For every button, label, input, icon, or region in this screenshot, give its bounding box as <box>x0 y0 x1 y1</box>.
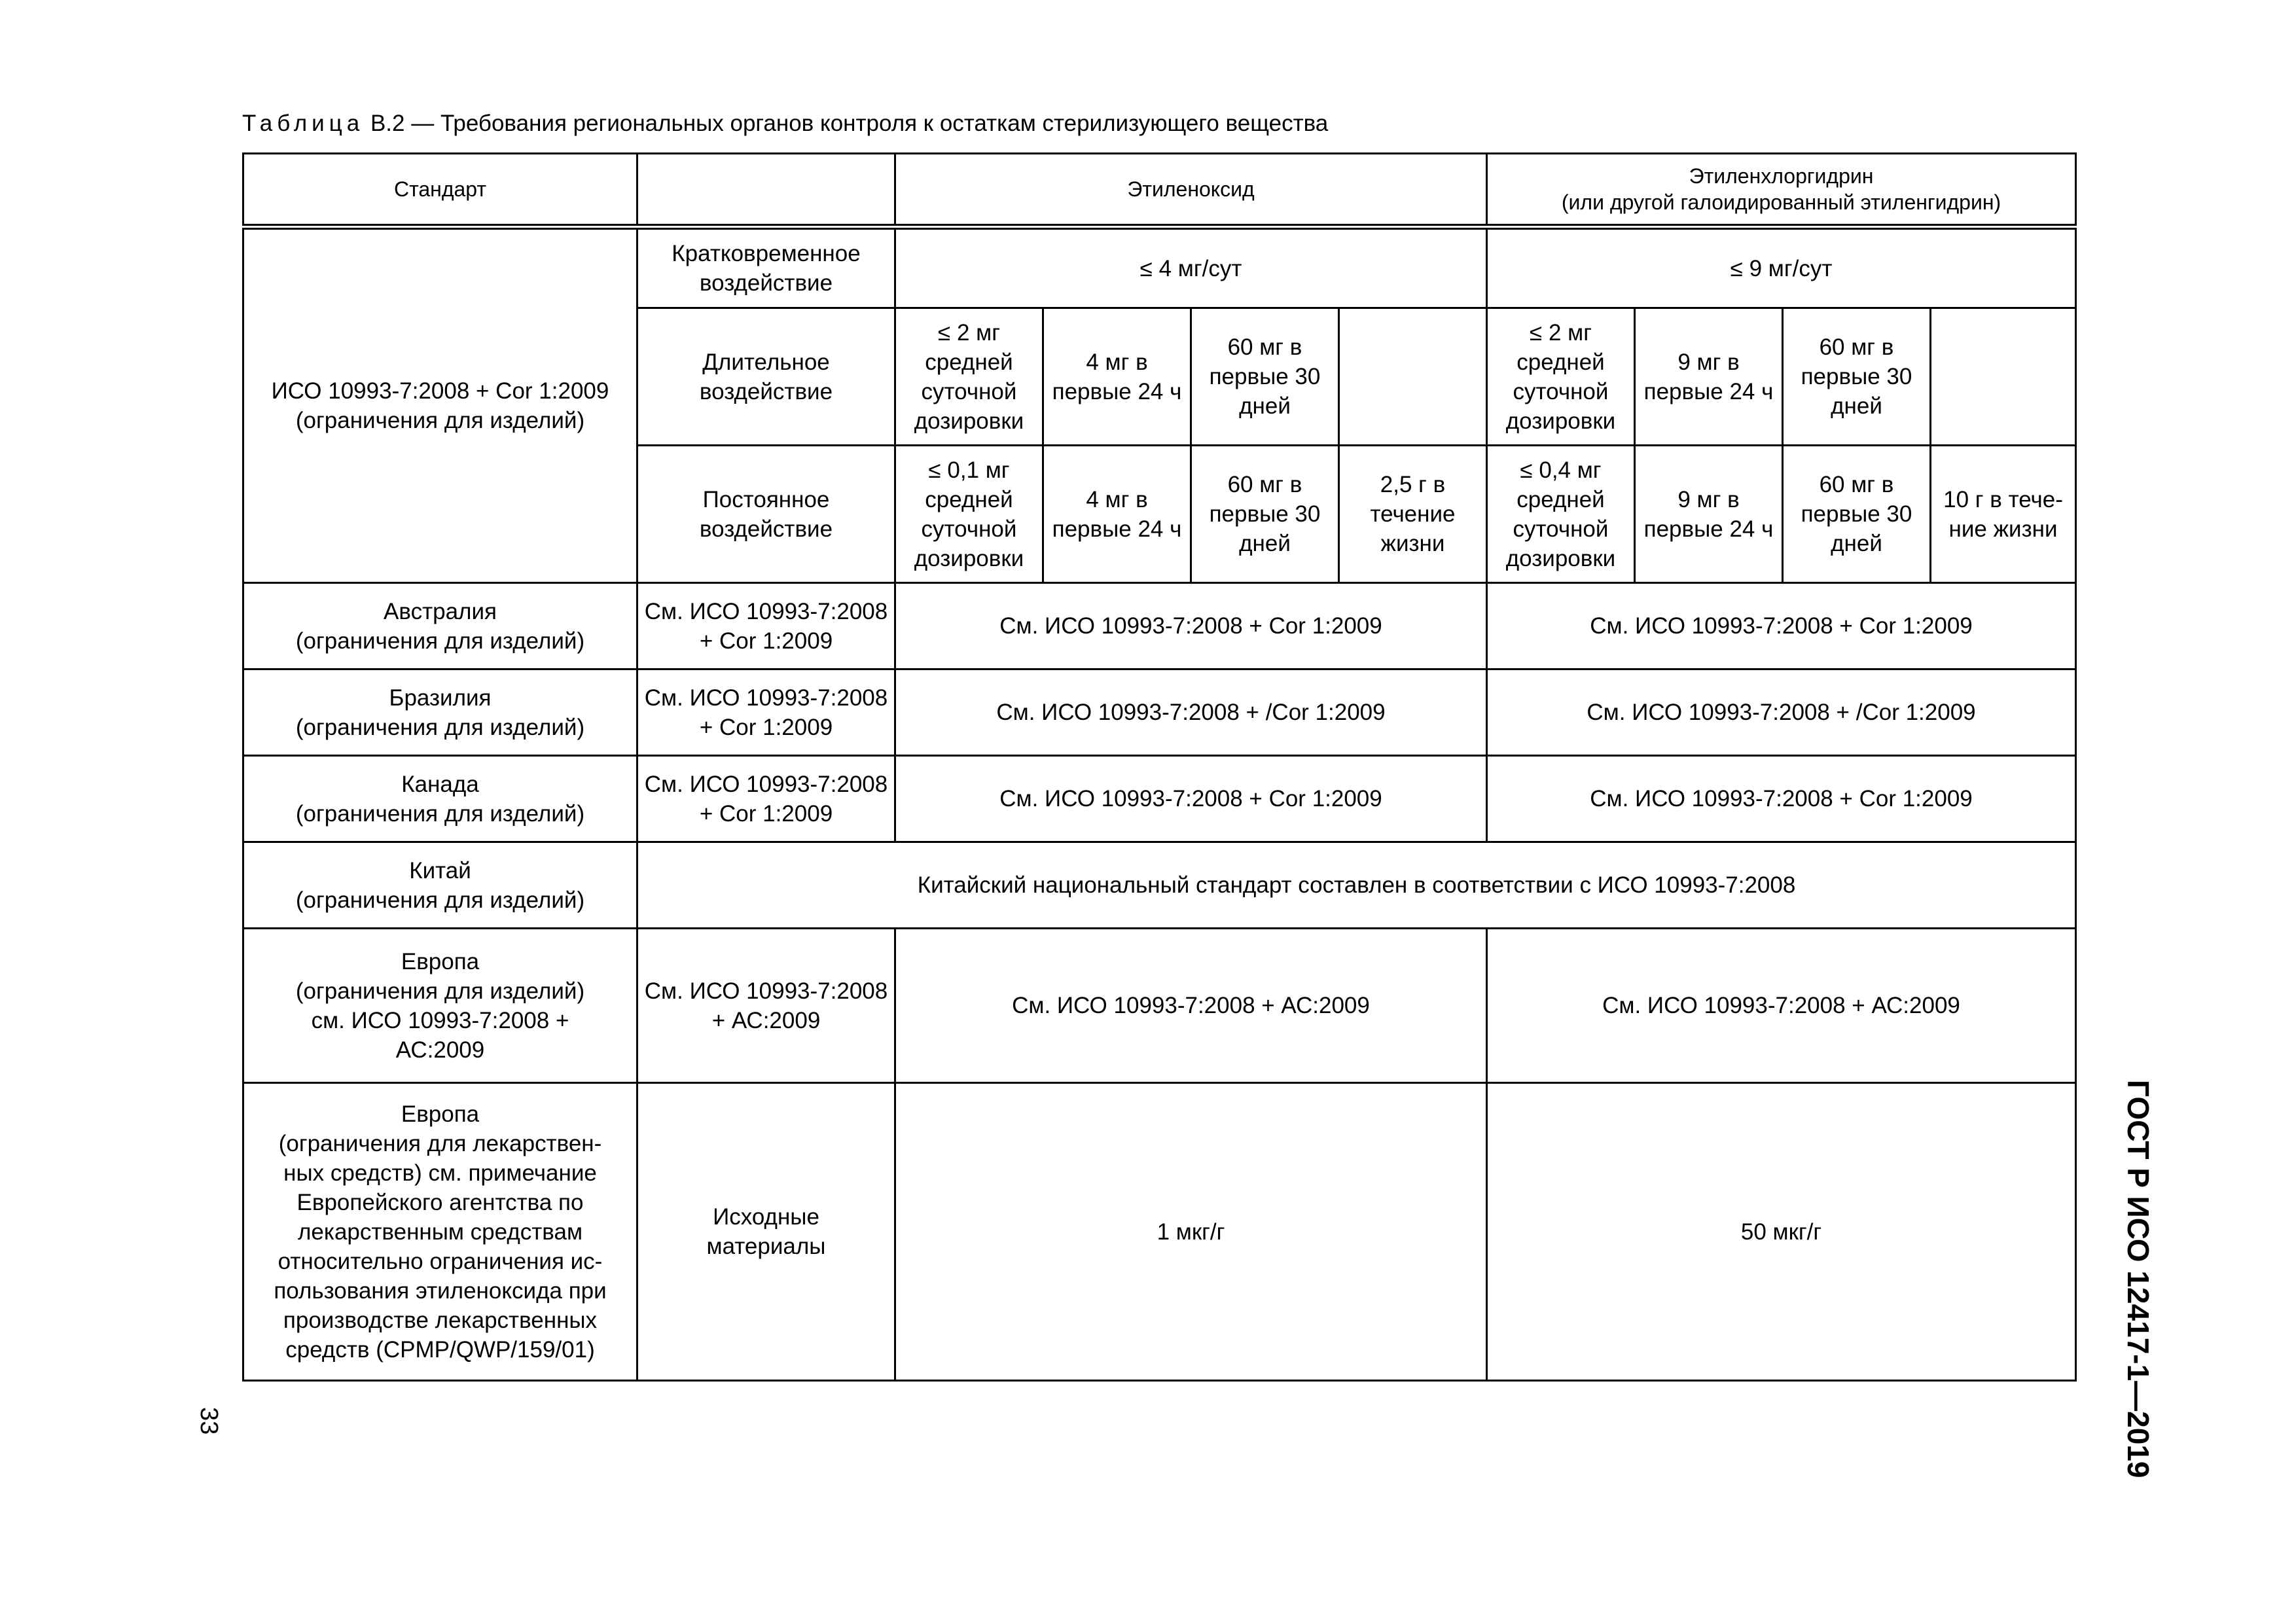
australia-ref: См. ИСО 10993-7:2008 + Cor 1:2009 <box>637 583 895 669</box>
short-term-eo: ≤ 4 мг/сут <box>895 227 1487 308</box>
caption-prefix: Таблица <box>242 111 365 136</box>
iso-standard-label <box>243 227 637 583</box>
permanent-eo-cell: 60 мг в первые 30 дней <box>1191 446 1339 583</box>
australia-name: Австралия <box>384 598 497 624</box>
header-standard: Стандарт <box>243 154 637 227</box>
brazil-label <box>243 669 637 756</box>
long-term-label-line2: воздействие <box>699 378 833 404</box>
residue-requirements-table <box>242 152 2077 1382</box>
short-term-label <box>637 227 895 308</box>
iso-label-line1: ИСО 10993-7:2008 + Cor 1:2009 <box>271 378 609 404</box>
permanent-ech-cell: ≤ 0,4 мг средней суточной дозировки <box>1487 446 1635 583</box>
europe-drugs-eo: 1 мкг/г <box>895 1083 1487 1381</box>
short-term-label-line1: Кратковременное <box>672 241 861 266</box>
long-term-label-line1: Длительное <box>702 349 830 375</box>
china-scope: (ограничения для изделий) <box>295 887 585 913</box>
header-ethylene-chlorohydrin <box>1487 154 2076 227</box>
permanent-eo-cell: 2,5 г в течение жизни <box>1339 446 1487 583</box>
permanent-ech-cell: 10 г в тече-ние жизни <box>1931 446 2076 583</box>
europe-drugs-name: Европа <box>401 1101 480 1127</box>
permanent-label-line1: Постоянное <box>702 486 830 512</box>
europe-drugs-ref-line2: материалы <box>706 1234 826 1259</box>
iso-label-line2: (ограничения для изделий) <box>295 408 585 433</box>
long-term-ech-cell: 9 мг в первые 24 ч <box>1635 308 1783 446</box>
china-label <box>243 842 637 929</box>
europe-devices-ech: См. ИСО 10993-7:2008 + АС:2009 <box>1487 929 2076 1083</box>
short-term-ech: ≤ 9 мг/сут <box>1487 227 2076 308</box>
europe-drugs-ref-line1: Исходные <box>713 1204 819 1230</box>
china-name: Китай <box>409 857 471 883</box>
permanent-eo-cell: 4 мг в первые 24 ч <box>1043 446 1191 583</box>
permanent-label <box>637 446 895 583</box>
long-term-label <box>637 308 895 446</box>
table-row <box>243 227 2076 308</box>
canada-eo: См. ИСО 10993-7:2008 + Cor 1:2009 <box>895 756 1487 842</box>
long-term-ech-cell: ≤ 2 мг средней суточной дозировки <box>1487 308 1635 446</box>
long-term-ech-cell: 60 мг в первые 30 дней <box>1783 308 1931 446</box>
page-number-text: 33 <box>195 1407 223 1435</box>
header-empty <box>637 154 895 227</box>
europe-drugs-ech: 50 мкг/г <box>1487 1083 2076 1381</box>
canada-ref: См. ИСО 10993-7:2008 + Cor 1:2009 <box>637 756 895 842</box>
australia-ech: См. ИСО 10993-7:2008 + Cor 1:2009 <box>1487 583 2076 669</box>
europe-devices-ref: См. ИСО 10993-7:2008 + АС:2009 <box>637 929 895 1083</box>
long-term-eo-cell: ≤ 2 мг средней суточной дозировки <box>895 308 1043 446</box>
brazil-scope: (ограничения для изделий) <box>295 714 585 740</box>
australia-eo: См. ИСО 10993-7:2008 + Cor 1:2009 <box>895 583 1487 669</box>
canada-name: Канада <box>401 771 479 797</box>
europe-devices-scope: (ограничения для изделий) <box>295 978 585 1004</box>
table-row <box>243 583 2076 669</box>
standard-designation-text: ГОСТ Р ИСО 12417-1—2019 <box>2121 1080 2155 1478</box>
standard-designation <box>2121 1080 2166 1478</box>
europe-devices-label <box>243 929 637 1083</box>
europe-drugs-label <box>243 1083 637 1381</box>
table-row <box>243 929 2076 1083</box>
long-term-eo-cell: 4 мг в первые 24 ч <box>1043 308 1191 446</box>
header-ech-line1: Этиленхлоргидрин <box>1689 164 1874 188</box>
table-caption <box>242 110 1328 137</box>
table-row <box>243 756 2076 842</box>
china-merged: Китайский национальный стандарт составлен в соответствии с ИСО 10993-7:2008 <box>637 842 2076 929</box>
long-term-eo-cell <box>1339 308 1487 446</box>
header-ethylene-oxide: Этиленоксид <box>895 154 1487 227</box>
page-number <box>196 1400 223 1453</box>
permanent-ech-cell: 60 мг в первые 30 дней <box>1783 446 1931 583</box>
australia-scope: (ограничения для изделий) <box>295 628 585 654</box>
table-row <box>243 1083 2076 1381</box>
europe-devices-name: Европа <box>401 948 480 974</box>
australia-label <box>243 583 637 669</box>
brazil-ref: См. ИСО 10993-7:2008 + Cor 1:2009 <box>637 669 895 756</box>
brazil-ech: См. ИСО 10993-7:2008 + /Cor 1:2009 <box>1487 669 2076 756</box>
canada-label <box>243 756 637 842</box>
brazil-eo: См. ИСО 10993-7:2008 + /Cor 1:2009 <box>895 669 1487 756</box>
canada-scope: (ограничения для изделий) <box>295 800 585 827</box>
short-term-label-line2: воздействие <box>699 270 833 296</box>
europe-drugs-scope: (ограничения для лекарствен-ных средств) см. примечание Европейского агентства по лекарственным средствам относительно ограничения ис-пользования этиленоксида при производстве лекарственных средств (CPMP/QWP/159/01) <box>274 1130 607 1363</box>
table-header-row <box>243 154 2076 227</box>
long-term-eo-cell: 60 мг в первые 30 дней <box>1191 308 1339 446</box>
canada-ech: См. ИСО 10993-7:2008 + Cor 1:2009 <box>1487 756 2076 842</box>
caption-text: В.2 — Требования региональных органов контроля к остаткам стерилизующего вещества <box>364 111 1329 136</box>
europe-drugs-ref <box>637 1083 895 1381</box>
table-row <box>243 842 2076 929</box>
brazil-name: Бразилия <box>389 685 492 711</box>
europe-devices-note: см. ИСО 10993-7:2008 + АС:2009 <box>311 1007 569 1063</box>
table-row <box>243 669 2076 756</box>
header-ech-line2: (или другой галоидированный этиленгидрин) <box>1561 190 2001 214</box>
permanent-label-line2: воздействие <box>699 516 833 542</box>
permanent-ech-cell: 9 мг в первые 24 ч <box>1635 446 1783 583</box>
long-term-ech-cell <box>1931 308 2076 446</box>
europe-devices-eo: См. ИСО 10993-7:2008 + АС:2009 <box>895 929 1487 1083</box>
permanent-eo-cell: ≤ 0,1 мг средней суточной дозировки <box>895 446 1043 583</box>
